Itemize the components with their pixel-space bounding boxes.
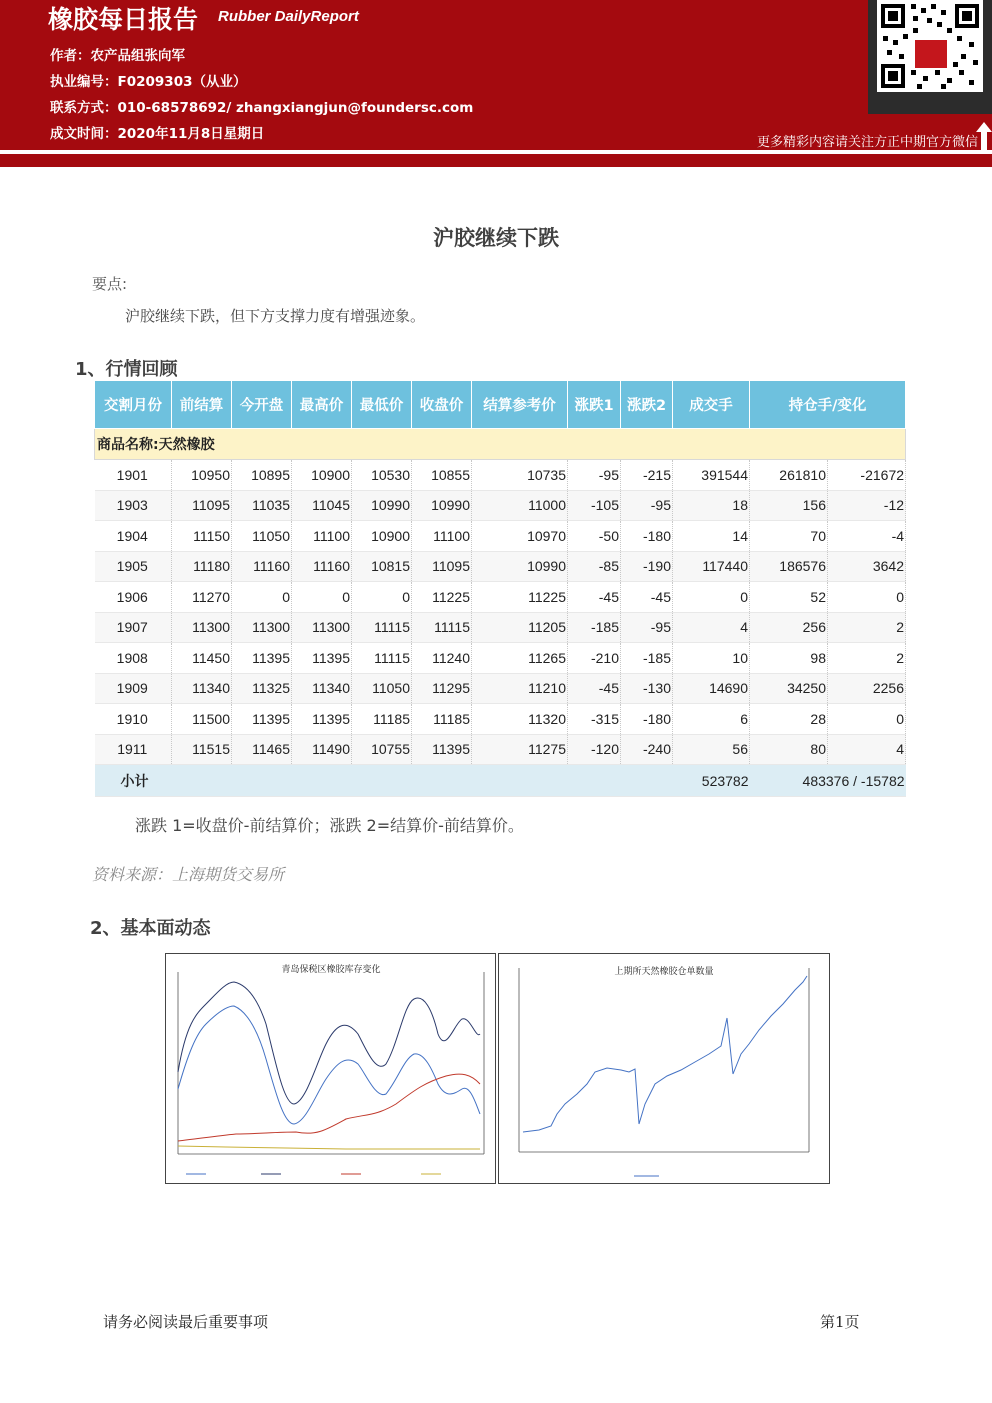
series-line-receipts	[523, 976, 807, 1132]
value-cell: 14	[673, 521, 750, 552]
value-cell: 11150	[172, 521, 232, 552]
value-cell: -95	[621, 490, 673, 521]
value-cell: 2	[828, 612, 906, 643]
header-cell: 最低价	[352, 381, 412, 429]
value-cell: 11050	[352, 673, 412, 704]
value-cell: 117440	[673, 551, 750, 582]
value-cell: 11240	[412, 643, 472, 674]
page-title: 沪胶继续下跌	[433, 226, 559, 250]
value-cell: 11045	[292, 490, 352, 521]
value-cell: 52	[750, 582, 828, 613]
data-source: 资料来源：上海期货交易所	[92, 865, 285, 884]
table-row	[95, 551, 906, 582]
value-cell: 14690	[673, 673, 750, 704]
key-points-text: 沪胶继续下跌，但下方支撑力度有增强迹象。	[125, 307, 426, 325]
value-cell: 3642	[828, 551, 906, 582]
value-cell: -180	[621, 521, 673, 552]
total-label: 小计	[95, 765, 673, 797]
value-cell: 10990	[352, 490, 412, 521]
value-cell: -50	[568, 521, 621, 552]
value-cell: 11095	[412, 551, 472, 582]
value-cell: 256	[750, 612, 828, 643]
value-cell: 0	[232, 582, 292, 613]
header-cell: 成交手	[673, 381, 750, 429]
value-cell: 10900	[352, 521, 412, 552]
header-cell: 前结算	[172, 381, 232, 429]
value-cell: 0	[828, 582, 906, 613]
value-cell: 10735	[472, 460, 568, 491]
warehouse-receipt-chart	[498, 953, 830, 1184]
footer-disclaimer[interactable]: 请务必阅读最后重要事项	[103, 1313, 269, 1331]
header-cell: 最高价	[292, 381, 352, 429]
contract-month-cell: 1906	[95, 582, 172, 613]
value-cell: 18	[673, 490, 750, 521]
contract-month-cell: 1904	[95, 521, 172, 552]
contract-month-cell: 1911	[95, 734, 172, 765]
table-note: 涨跌 1=收盘价-前结算价；涨跌 2=结算价-前结算价。	[135, 816, 524, 835]
value-cell: 11395	[292, 704, 352, 735]
value-cell: 4	[828, 734, 906, 765]
value-cell: 28	[750, 704, 828, 735]
table-row	[95, 521, 906, 552]
value-cell: 11205	[472, 612, 568, 643]
table-header-row	[95, 381, 906, 429]
header-cell: 涨跌1	[568, 381, 621, 429]
value-cell: 4	[673, 612, 750, 643]
value-cell: 10895	[232, 460, 292, 491]
value-cell: 11300	[292, 612, 352, 643]
section-title-market-review: 1、行情回顾	[75, 359, 178, 380]
table-row	[95, 490, 906, 521]
inventory-chart	[165, 953, 496, 1184]
value-cell: 0	[828, 704, 906, 735]
table-row	[95, 582, 906, 613]
value-cell: 11115	[352, 612, 412, 643]
value-cell: -45	[568, 582, 621, 613]
value-cell: 10990	[412, 490, 472, 521]
value-cell: 0	[352, 582, 412, 613]
header-cell: 收盘价	[412, 381, 472, 429]
value-cell: -4	[828, 521, 906, 552]
value-cell: -21672	[828, 460, 906, 491]
value-cell: 10755	[352, 734, 412, 765]
total-open-interest: 483376 / -15782	[750, 765, 906, 797]
value-cell: -95	[568, 460, 621, 491]
value-cell: 186576	[750, 551, 828, 582]
value-cell: -315	[568, 704, 621, 735]
value-cell: 2256	[828, 673, 906, 704]
total-row	[95, 765, 906, 797]
value-cell: 11050	[232, 521, 292, 552]
value-cell: -185	[568, 612, 621, 643]
header-stripe	[0, 154, 992, 167]
series-line-navy	[178, 982, 480, 1104]
quote-table	[94, 380, 906, 797]
value-cell: -105	[568, 490, 621, 521]
value-cell: 11185	[412, 704, 472, 735]
value-cell: 56	[673, 734, 750, 765]
value-cell: 10855	[412, 460, 472, 491]
value-cell: 11000	[472, 490, 568, 521]
contract-month-cell: 1901	[95, 460, 172, 491]
wechat-prompt: 更多精彩内容请关注方正中期官方微信	[756, 135, 978, 150]
value-cell: 0	[292, 582, 352, 613]
value-cell: -185	[621, 643, 673, 674]
contract-month-cell: 1909	[95, 673, 172, 704]
contract-month-cell: 1910	[95, 704, 172, 735]
table-row	[95, 673, 906, 704]
value-cell: 11275	[472, 734, 568, 765]
value-cell: -45	[621, 582, 673, 613]
value-cell: 11340	[172, 673, 232, 704]
value-cell: 10900	[292, 460, 352, 491]
value-cell: 11395	[292, 643, 352, 674]
report-title: 橡胶每日报告	[48, 5, 199, 34]
table-row	[95, 460, 906, 491]
value-cell: 11340	[292, 673, 352, 704]
value-cell: 10815	[352, 551, 412, 582]
value-cell: -95	[621, 612, 673, 643]
value-cell: 10970	[472, 521, 568, 552]
author-line: 作者：农产品组张向军	[50, 48, 185, 64]
contact-line: 联系方式：010-68578692/ zhangxiangjun@foundersc.com	[50, 100, 474, 116]
value-cell: 80	[750, 734, 828, 765]
arrow-stem	[981, 132, 987, 150]
value-cell: 11320	[472, 704, 568, 735]
value-cell: 11515	[172, 734, 232, 765]
value-cell: 11185	[352, 704, 412, 735]
value-cell: 11295	[412, 673, 472, 704]
value-cell: -130	[621, 673, 673, 704]
key-points-label: 要点:	[92, 275, 128, 293]
value-cell: 11095	[172, 490, 232, 521]
value-cell: -210	[568, 643, 621, 674]
value-cell: 10530	[352, 460, 412, 491]
contract-month-cell: 1905	[95, 551, 172, 582]
value-cell: 11500	[172, 704, 232, 735]
value-cell: 11395	[232, 643, 292, 674]
value-cell: 11035	[232, 490, 292, 521]
value-cell: 70	[750, 521, 828, 552]
value-cell: 156	[750, 490, 828, 521]
value-cell: 11210	[472, 673, 568, 704]
value-cell: 11395	[232, 704, 292, 735]
value-cell: 10990	[472, 551, 568, 582]
report-title-en: Rubber DailyReport	[218, 8, 359, 25]
value-cell: 11395	[412, 734, 472, 765]
series-line-blue	[178, 1006, 480, 1124]
value-cell: 11225	[472, 582, 568, 613]
value-cell: 11115	[352, 643, 412, 674]
value-cell: 10950	[172, 460, 232, 491]
table-row	[95, 734, 906, 765]
value-cell: -215	[621, 460, 673, 491]
value-cell: 10	[673, 643, 750, 674]
value-cell: -190	[621, 551, 673, 582]
header-cell: 结算参考价	[472, 381, 568, 429]
value-cell: 11225	[412, 582, 472, 613]
value-cell: 6	[673, 704, 750, 735]
value-cell: 11300	[172, 612, 232, 643]
value-cell: 11180	[172, 551, 232, 582]
section-title-fundamentals: 2、基本面动态	[90, 918, 211, 939]
header-cell: 交割月份	[95, 381, 172, 429]
date-line: 成文时间：2020年11月8日星期日	[50, 126, 265, 142]
contract-month-cell: 1907	[95, 612, 172, 643]
value-cell: 11100	[292, 521, 352, 552]
value-cell: -45	[568, 673, 621, 704]
value-cell: -12	[828, 490, 906, 521]
header-cell: 今开盘	[232, 381, 292, 429]
value-cell: 34250	[750, 673, 828, 704]
value-cell: -240	[621, 734, 673, 765]
contract-month-cell: 1903	[95, 490, 172, 521]
value-cell: 11265	[472, 643, 568, 674]
value-cell: 11450	[172, 643, 232, 674]
product-name: 商品名称:天然橡胶	[95, 429, 906, 460]
table-row	[95, 612, 906, 643]
page-number: 第1页	[820, 1313, 860, 1331]
value-cell: 0	[673, 582, 750, 613]
logo-icon	[913, 38, 949, 70]
table-row	[95, 704, 906, 735]
arrow-up-icon	[976, 122, 992, 132]
value-cell: -120	[568, 734, 621, 765]
header-cell: 持仓手/变化	[750, 381, 906, 429]
value-cell: 11325	[232, 673, 292, 704]
value-cell: 391544	[673, 460, 750, 491]
series-line-red	[178, 1074, 480, 1141]
header-cell: 涨跌2	[621, 381, 673, 429]
value-cell: 11115	[412, 612, 472, 643]
value-cell: 11490	[292, 734, 352, 765]
product-row	[95, 429, 906, 460]
value-cell: 98	[750, 643, 828, 674]
contract-month-cell: 1908	[95, 643, 172, 674]
value-cell: 11100	[412, 521, 472, 552]
license-line: 执业编号：F0209303（从业）	[50, 74, 247, 90]
chart-title: 青岛保税区橡胶库存变化	[281, 965, 381, 975]
series-line-yellow	[178, 1146, 480, 1149]
value-cell: 11300	[232, 612, 292, 643]
value-cell: -85	[568, 551, 621, 582]
value-cell: 11465	[232, 734, 292, 765]
value-cell: 2	[828, 643, 906, 674]
value-cell: 11270	[172, 582, 232, 613]
chart-title: 上期所天然橡胶仓单数量	[614, 967, 714, 977]
value-cell: 261810	[750, 460, 828, 491]
value-cell: -180	[621, 704, 673, 735]
value-cell: 11160	[232, 551, 292, 582]
total-volume: 523782	[673, 765, 750, 797]
table-row	[95, 643, 906, 674]
value-cell: 11160	[292, 551, 352, 582]
